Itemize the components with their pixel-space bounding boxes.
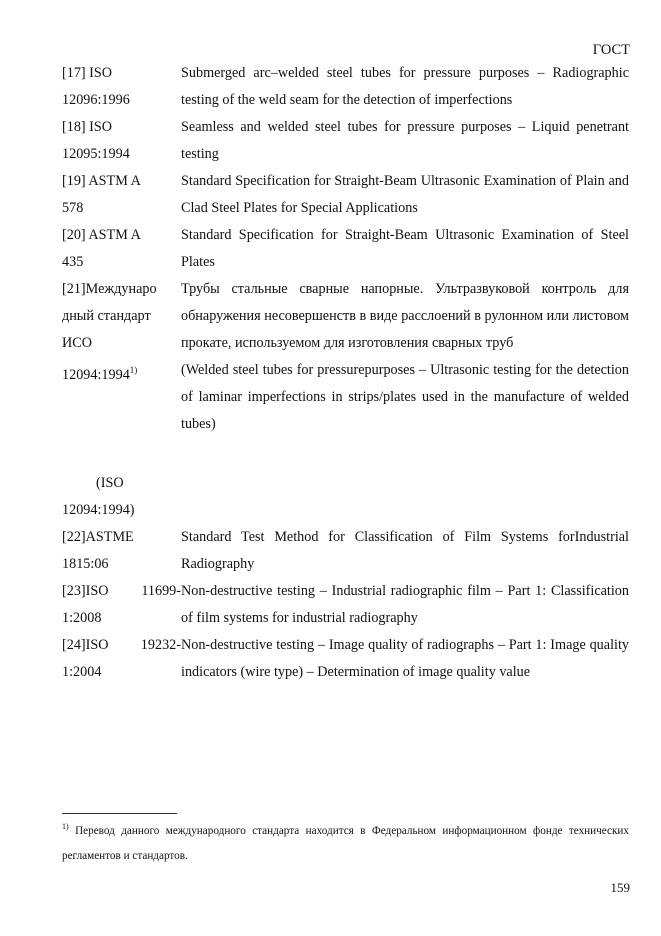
reference-description: Трубы стальные сварные напорные. Ультразвуковой контроль для обнаружения несовершенств в виде расслоений в рулонном или листовом прокате, используемом для изготовления сварных труб (Welded steel tubes for pressurepurposes – Ultrasonic testing for the detection of laminar imperfections in strips/plates used in the manufacture of welded tubes) — [181, 281, 629, 432]
reference-key: [19] ASTM A 578 — [62, 173, 141, 216]
reference-key: [17] ISO 12096:1996 — [62, 65, 130, 108]
footnote-marker: 1) — [62, 822, 69, 831]
reference-description: Standard Specification for Straight-Beam Ultrasonic Examination of Plain and Clad Steel Plates for Special Applications — [181, 173, 629, 216]
reference-item — [62, 168, 629, 222]
reference-description: Submerged arc–welded steel tubes for pressure purposes – Radiographic testing of the weld seam for the detection of imperfections — [181, 65, 629, 108]
reference-item — [62, 60, 629, 114]
reference-key: [24]ISO 19232- 1:2004 — [62, 637, 181, 680]
reference-item — [62, 524, 629, 578]
reference-description: Non-destructive testing – Image quality of radiographs – Part 1: Image quality indicators (wire type) – Determination of image quality value — [181, 637, 629, 680]
reference-key: [23]ISO 11699- 1:2008 — [62, 583, 181, 626]
reference-item — [62, 222, 629, 276]
footnote — [62, 814, 629, 869]
reference-description: Seamless and welded steel tubes for pressure purposes – Liquid penetrant testing — [181, 119, 629, 162]
reference-description: Non-destructive testing – Industrial radiographic film – Part 1: Classification of film systems for industrial radiography — [181, 583, 629, 626]
reference-item — [62, 632, 629, 686]
reference-description: Standard Test Method for Classification of Film Systems forIndustrial Radiography — [181, 529, 629, 572]
reference-description: Standard Specification for Straight-Beam Ultrasonic Examination of Steel Plates — [181, 227, 629, 270]
reference-item — [62, 578, 629, 632]
reference-key: [22]ASTME 1815:06 — [62, 529, 134, 572]
reference-key: [20] ASTM A 435 — [62, 227, 141, 270]
page-number: 159 — [610, 880, 630, 895]
reference-key: [21]Междунаро дный стандарт ИСО 12094:1994$^{1)}$ (ISO 12094:1994) — [62, 281, 157, 518]
reference-key: [18] ISO 12095:1994 — [62, 119, 130, 162]
footnote-text: Перевод данного международного стандарта находится в Федеральном информационном фонде технических регламентов и стандартов. — [62, 825, 629, 862]
references-list — [62, 60, 629, 686]
reference-item — [62, 276, 629, 524]
footnote-marker: 1) — [129, 365, 138, 375]
header-title: ГОСТ — [592, 42, 630, 58]
reference-item — [62, 114, 629, 168]
